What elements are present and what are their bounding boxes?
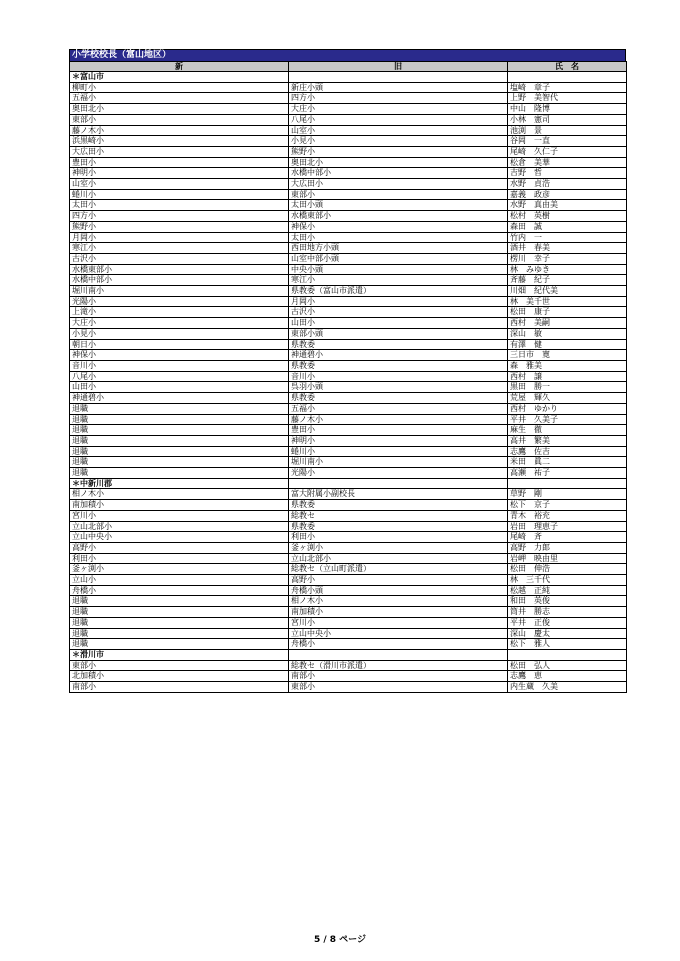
- cell-old-post: 総教セ（立山町派遣）: [289, 564, 508, 575]
- section-label: ＊富山市: [70, 72, 289, 83]
- section-row: [70, 72, 627, 83]
- table-row: [70, 82, 627, 93]
- cell-new-post: 退職: [70, 468, 289, 479]
- section-blank-old: [289, 649, 508, 660]
- table-row: [70, 211, 627, 222]
- cell-new-post: 水橋中部小: [70, 275, 289, 286]
- section-blank-old: [289, 72, 508, 83]
- cell-new-post: 立山中央小: [70, 532, 289, 543]
- table-row: [70, 136, 627, 147]
- table-row: [70, 350, 627, 361]
- table-row: [70, 639, 627, 650]
- table-row: [70, 553, 627, 564]
- cell-old-post: 県教委: [289, 521, 508, 532]
- cell-name: 林 三千代: [508, 575, 627, 586]
- table-row: [70, 125, 627, 136]
- cell-old-post: 利田小: [289, 532, 508, 543]
- cell-old-post: 相ノ木小: [289, 596, 508, 607]
- cell-name: 酒井 春美: [508, 243, 627, 254]
- cell-name: 三日市 寛: [508, 350, 627, 361]
- cell-name: 高野 力郎: [508, 542, 627, 553]
- cell-old-post: 太田小: [289, 232, 508, 243]
- section-row: [70, 649, 627, 660]
- cell-new-post: 釜ヶ渕小: [70, 564, 289, 575]
- cell-new-post: 宮川小: [70, 510, 289, 521]
- table-row: [70, 253, 627, 264]
- cell-name: 深山 慶太: [508, 628, 627, 639]
- cell-name: 松田 弘人: [508, 660, 627, 671]
- cell-new-post: 堀川南小: [70, 286, 289, 297]
- cell-new-post: 山田小: [70, 382, 289, 393]
- cell-new-post: 月岡小: [70, 232, 289, 243]
- header-name: 氏 名: [508, 62, 627, 72]
- table-row: [70, 318, 627, 329]
- cell-new-post: 退職: [70, 639, 289, 650]
- table-row: [70, 585, 627, 596]
- table-row: [70, 243, 627, 254]
- cell-name: 斉藤 紀子: [508, 275, 627, 286]
- table-row: [70, 489, 627, 500]
- table-row: [70, 371, 627, 382]
- cell-name: 麻生 徹: [508, 425, 627, 436]
- cell-old-post: 中央小頭: [289, 264, 508, 275]
- cell-old-post: 古沢小: [289, 307, 508, 318]
- cell-old-post: 藤ノ木小: [289, 414, 508, 425]
- table-row: [70, 564, 627, 575]
- cell-name: 松越 正純: [508, 585, 627, 596]
- cell-new-post: 熊野小: [70, 221, 289, 232]
- cell-name: 水野 真由美: [508, 200, 627, 211]
- table-row: [70, 521, 627, 532]
- cell-new-post: 東部小: [70, 660, 289, 671]
- table-row: [70, 328, 627, 339]
- cell-name: 尾崎 久仁子: [508, 146, 627, 157]
- table-row: [70, 114, 627, 125]
- cell-new-post: 退職: [70, 446, 289, 457]
- cell-new-post: 神通碧小: [70, 393, 289, 404]
- cell-old-post: 立山中央小: [289, 628, 508, 639]
- cell-old-post: 山田小: [289, 318, 508, 329]
- cell-old-post: 大広田小: [289, 179, 508, 190]
- cell-name: 平井 正俊: [508, 617, 627, 628]
- table-row: [70, 339, 627, 350]
- table-row: [70, 179, 627, 190]
- cell-old-post: 水橋中部小: [289, 168, 508, 179]
- cell-new-post: 南加積小: [70, 500, 289, 511]
- table-row: [70, 296, 627, 307]
- cell-name: 松村 英樹: [508, 211, 627, 222]
- cell-new-post: 高野小: [70, 542, 289, 553]
- cell-old-post: 蜷川小: [289, 446, 508, 457]
- table-row: [70, 607, 627, 618]
- cell-name: 松田 康子: [508, 307, 627, 318]
- cell-new-post: 退職: [70, 457, 289, 468]
- table-row: [70, 500, 627, 511]
- cell-new-post: 舟橋小: [70, 585, 289, 596]
- cell-new-post: 八尾小: [70, 371, 289, 382]
- cell-old-post: 神明小: [289, 435, 508, 446]
- table-row: [70, 468, 627, 479]
- cell-name: 林 みゆき: [508, 264, 627, 275]
- cell-old-post: 県教委（富山市派遣）: [289, 286, 508, 297]
- cell-name: 塩崎 章子: [508, 82, 627, 93]
- cell-old-post: 山室小: [289, 125, 508, 136]
- cell-new-post: 立山北部小: [70, 521, 289, 532]
- table-row: [70, 307, 627, 318]
- cell-new-post: 浜黒崎小: [70, 136, 289, 147]
- section-blank-name: [508, 72, 627, 83]
- cell-name: 松倉 美華: [508, 157, 627, 168]
- cell-new-post: 山室小: [70, 179, 289, 190]
- table-row: [70, 168, 627, 179]
- cell-old-post: 豊田小: [289, 425, 508, 436]
- cell-new-post: 南部小: [70, 682, 289, 693]
- cell-old-post: 西田地方小頭: [289, 243, 508, 254]
- table-row: [70, 360, 627, 371]
- cell-name: 谷岡 一直: [508, 136, 627, 147]
- table-row: [70, 596, 627, 607]
- table-row: [70, 221, 627, 232]
- cell-name: 青木 裕充: [508, 510, 627, 521]
- cell-old-post: 四方小: [289, 93, 508, 104]
- cell-old-post: 月岡小: [289, 296, 508, 307]
- cell-new-post: 柳町小: [70, 82, 289, 93]
- table-row: [70, 393, 627, 404]
- table-row: [70, 542, 627, 553]
- cell-old-post: 高野小: [289, 575, 508, 586]
- cell-name: 黒田 勝一: [508, 382, 627, 393]
- table-row: [70, 660, 627, 671]
- cell-name: 松下 京子: [508, 500, 627, 511]
- cell-old-post: 釜ヶ渕小: [289, 542, 508, 553]
- cell-name: 中山 隆博: [508, 104, 627, 115]
- cell-old-post: 呉羽小頭: [289, 382, 508, 393]
- table-row: [70, 628, 627, 639]
- cell-name: 和田 英俊: [508, 596, 627, 607]
- table-row: [70, 425, 627, 436]
- cell-name: 西村 美嗣: [508, 318, 627, 329]
- cell-name: 池渕 景: [508, 125, 627, 136]
- cell-old-post: 山室中部小頭: [289, 253, 508, 264]
- table-row: [70, 200, 627, 211]
- header-new: 新: [70, 62, 289, 72]
- table-row: [70, 575, 627, 586]
- cell-name: 松田 伸浩: [508, 564, 627, 575]
- cell-name: 川畑 紀代美: [508, 286, 627, 297]
- section-label: ＊滑川市: [70, 649, 289, 660]
- cell-new-post: 相ノ木小: [70, 489, 289, 500]
- cell-new-post: 大庄小: [70, 318, 289, 329]
- cell-name: 森 雅美: [508, 360, 627, 371]
- cell-new-post: 退職: [70, 617, 289, 628]
- cell-name: 尾崎 斉: [508, 532, 627, 543]
- cell-old-post: 総教セ（滑川市派遣）: [289, 660, 508, 671]
- cell-new-post: 退職: [70, 414, 289, 425]
- cell-new-post: 北加積小: [70, 671, 289, 682]
- section-blank-name: [508, 478, 627, 489]
- table-title: 小学校校長（富山地区）: [69, 49, 626, 61]
- section-blank-name: [508, 649, 627, 660]
- cell-new-post: 水橋東部小: [70, 264, 289, 275]
- table-row: [70, 93, 627, 104]
- cell-new-post: 藤ノ木小: [70, 125, 289, 136]
- cell-old-post: 光陽小: [289, 468, 508, 479]
- personnel-table: [69, 61, 627, 693]
- cell-name: 西村 譲: [508, 371, 627, 382]
- cell-old-post: 神通碧小: [289, 350, 508, 361]
- cell-old-post: 舟橋小頭: [289, 585, 508, 596]
- cell-old-post: 音川小: [289, 371, 508, 382]
- cell-name: 志鷹 恵: [508, 671, 627, 682]
- cell-name: 荒屋 輝久: [508, 393, 627, 404]
- cell-old-post: 舟橋小: [289, 639, 508, 650]
- cell-name: 岩田 理恵子: [508, 521, 627, 532]
- cell-name: 有澤 健: [508, 339, 627, 350]
- cell-old-post: 小見小: [289, 136, 508, 147]
- cell-name: 志鷹 佐吉: [508, 446, 627, 457]
- cell-old-post: 大庄小: [289, 104, 508, 115]
- cell-old-post: 宮川小: [289, 617, 508, 628]
- table-row: [70, 286, 627, 297]
- table-row: [70, 510, 627, 521]
- table-row: [70, 382, 627, 393]
- cell-name: 高瀬 祐子: [508, 468, 627, 479]
- table-row: [70, 232, 627, 243]
- cell-name: 西村 ゆかり: [508, 403, 627, 414]
- table-row: [70, 157, 627, 168]
- cell-old-post: 神保小: [289, 221, 508, 232]
- cell-name: 高井 繁美: [508, 435, 627, 446]
- cell-old-post: 東部小: [289, 189, 508, 200]
- cell-name: 草野 剛: [508, 489, 627, 500]
- table-row: [70, 435, 627, 446]
- cell-name: 森田 誠: [508, 221, 627, 232]
- table-row: [70, 189, 627, 200]
- cell-new-post: 退職: [70, 425, 289, 436]
- cell-name: 小林 憲司: [508, 114, 627, 125]
- cell-new-post: 小見小: [70, 328, 289, 339]
- table-row: [70, 457, 627, 468]
- cell-new-post: 神保小: [70, 350, 289, 361]
- table-row: [70, 275, 627, 286]
- cell-old-post: 総教セ: [289, 510, 508, 521]
- table-row: [70, 532, 627, 543]
- cell-new-post: 光陽小: [70, 296, 289, 307]
- cell-old-post: 県教委: [289, 339, 508, 350]
- cell-new-post: 五福小: [70, 93, 289, 104]
- cell-name: 平井 久美子: [508, 414, 627, 425]
- cell-name: 筒井 勝志: [508, 607, 627, 618]
- table-row: [70, 403, 627, 414]
- document: [69, 49, 626, 693]
- cell-new-post: 太田小: [70, 200, 289, 211]
- cell-new-post: 音川小: [70, 360, 289, 371]
- cell-name: 吉野 哲: [508, 168, 627, 179]
- cell-old-post: 東部小: [289, 682, 508, 693]
- cell-old-post: 奥田北小: [289, 157, 508, 168]
- cell-new-post: 奥田北小: [70, 104, 289, 115]
- cell-name: 岩岬 映由里: [508, 553, 627, 564]
- cell-old-post: 富大附属小副校長: [289, 489, 508, 500]
- cell-old-post: 五福小: [289, 403, 508, 414]
- section-label: ＊中新川郡: [70, 478, 289, 489]
- table-row: [70, 414, 627, 425]
- cell-old-post: 新庄小頭: [289, 82, 508, 93]
- header-row: [70, 62, 627, 72]
- table-row: [70, 146, 627, 157]
- cell-name: 楞川 幸子: [508, 253, 627, 264]
- table-row: [70, 682, 627, 693]
- cell-old-post: 寒江小: [289, 275, 508, 286]
- cell-old-post: 県教委: [289, 500, 508, 511]
- page-number: 5 / 8 ページ: [313, 935, 367, 945]
- cell-new-post: 大広田小: [70, 146, 289, 157]
- cell-new-post: 四方小: [70, 211, 289, 222]
- cell-new-post: 豊田小: [70, 157, 289, 168]
- cell-old-post: 太田小頭: [289, 200, 508, 211]
- header-old: 旧: [289, 62, 508, 72]
- cell-new-post: 東部小: [70, 114, 289, 125]
- cell-new-post: 退職: [70, 596, 289, 607]
- cell-name: 内生蔵 久美: [508, 682, 627, 693]
- cell-new-post: 退職: [70, 435, 289, 446]
- cell-old-post: 県教委: [289, 360, 508, 371]
- cell-name: 米田 眞二: [508, 457, 627, 468]
- cell-new-post: 蜷川小: [70, 189, 289, 200]
- cell-old-post: 堀川南小: [289, 457, 508, 468]
- cell-new-post: 古沢小: [70, 253, 289, 264]
- cell-old-post: 南部小: [289, 671, 508, 682]
- cell-name: 竹内 一: [508, 232, 627, 243]
- cell-new-post: 上滝小: [70, 307, 289, 318]
- table-row: [70, 617, 627, 628]
- cell-new-post: 利田小: [70, 553, 289, 564]
- cell-name: 上野 美智代: [508, 93, 627, 104]
- cell-new-post: 退職: [70, 628, 289, 639]
- table-row: [70, 104, 627, 115]
- table-row: [70, 446, 627, 457]
- cell-name: 林 美千世: [508, 296, 627, 307]
- table-row: [70, 264, 627, 275]
- cell-old-post: 八尾小: [289, 114, 508, 125]
- cell-new-post: 立山小: [70, 575, 289, 586]
- section-blank-old: [289, 478, 508, 489]
- cell-name: 松下 雅人: [508, 639, 627, 650]
- cell-name: 深山 敏: [508, 328, 627, 339]
- cell-old-post: 東部小頭: [289, 328, 508, 339]
- cell-old-post: 熊野小: [289, 146, 508, 157]
- section-row: [70, 478, 627, 489]
- cell-old-post: 県教委: [289, 393, 508, 404]
- cell-name: 嘉義 政彦: [508, 189, 627, 200]
- cell-new-post: 退職: [70, 403, 289, 414]
- cell-old-post: 水橋東部小: [289, 211, 508, 222]
- cell-new-post: 神明小: [70, 168, 289, 179]
- cell-name: 水野 貞浩: [508, 179, 627, 190]
- cell-new-post: 朝日小: [70, 339, 289, 350]
- cell-new-post: 退職: [70, 607, 289, 618]
- cell-old-post: 南加積小: [289, 607, 508, 618]
- table-row: [70, 671, 627, 682]
- cell-old-post: 立山北部小: [289, 553, 508, 564]
- cell-new-post: 寒江小: [70, 243, 289, 254]
